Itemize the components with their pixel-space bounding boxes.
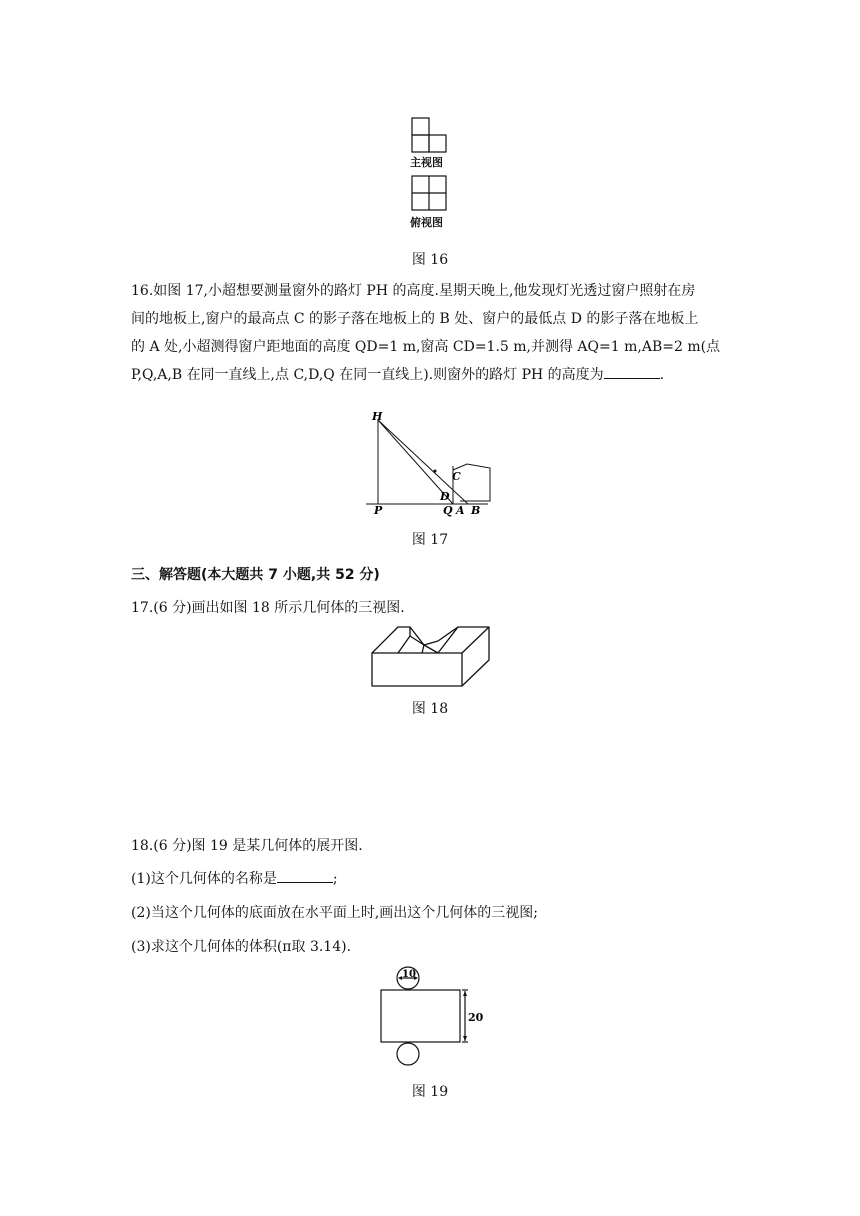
figure-17-caption: 图 17 bbox=[411, 532, 449, 548]
top-view-label: 俯视图 bbox=[410, 216, 443, 229]
figure-18-caption: 图 18 bbox=[411, 701, 449, 717]
answer-blank bbox=[604, 364, 660, 379]
figure-18-solid bbox=[370, 624, 492, 688]
question-18-part-3: (3)求这个几何体的体积(π取 3.14). bbox=[131, 939, 352, 955]
label-A: A bbox=[456, 504, 465, 517]
label-B: B bbox=[471, 504, 481, 517]
height-label: 20 bbox=[468, 1011, 484, 1024]
question-16 bbox=[131, 277, 741, 389]
figure-16-caption: 图 16 bbox=[411, 252, 449, 268]
figure-19-net bbox=[376, 964, 486, 1072]
label-H: H bbox=[372, 410, 383, 423]
question-16-line-1: 16.如图 17,小超想要测量窗外的路灯 PH 的高度.星期天晚上,他发现灯光透过窗户照射在房 bbox=[131, 283, 696, 299]
section-3-title: 三、解答题(本大题共 7 小题,共 52 分) bbox=[131, 567, 380, 583]
figure-16-top-view bbox=[410, 174, 450, 212]
label-C: C bbox=[452, 470, 461, 483]
figure-19-caption: 图 19 bbox=[411, 1084, 449, 1100]
question-16-line-4: P,Q,A,B 在同一直线上,点 C,D,Q 在同一直线上).则窗外的路灯 PH 的高度为 . bbox=[131, 361, 741, 389]
label-D: D bbox=[440, 490, 450, 503]
front-view-label: 主视图 bbox=[410, 156, 443, 169]
question-18-intro: 18.(6 分)图 19 是某几何体的展开图. bbox=[131, 838, 363, 854]
question-18-part-1: (1)这个几何体的名称是 ; bbox=[131, 868, 338, 888]
diameter-label: 10 bbox=[402, 969, 416, 980]
question-16-line-2: 间的地板上,窗户的最高点 C 的影子落在地板上的 B 处、窗户的最低点 D 的影子落在地板上 bbox=[131, 311, 699, 327]
label-P: P bbox=[374, 504, 383, 517]
answer-blank bbox=[277, 868, 333, 883]
question-18-part-2: (2)当这个几何体的底面放在水平面上时,画出这个几何体的三视图; bbox=[131, 905, 538, 921]
question-17: 17.(6 分)画出如图 18 所示几何体的三视图. bbox=[131, 600, 405, 616]
label-Q: Q bbox=[443, 504, 453, 517]
figure-16-front-view bbox=[410, 116, 450, 154]
figure-17-diagram bbox=[360, 408, 505, 520]
question-16-line-3: 的 A 处,小超测得窗户距地面的高度 QD=1 m,窗高 CD=1.5 m,并测得 AQ=1 m,AB=2 m(点 bbox=[131, 339, 721, 355]
question-16-line-4-text: P,Q,A,B 在同一直线上,点 C,D,Q 在同一直线上).则窗外的路灯 PH 的高度为 bbox=[131, 367, 604, 383]
